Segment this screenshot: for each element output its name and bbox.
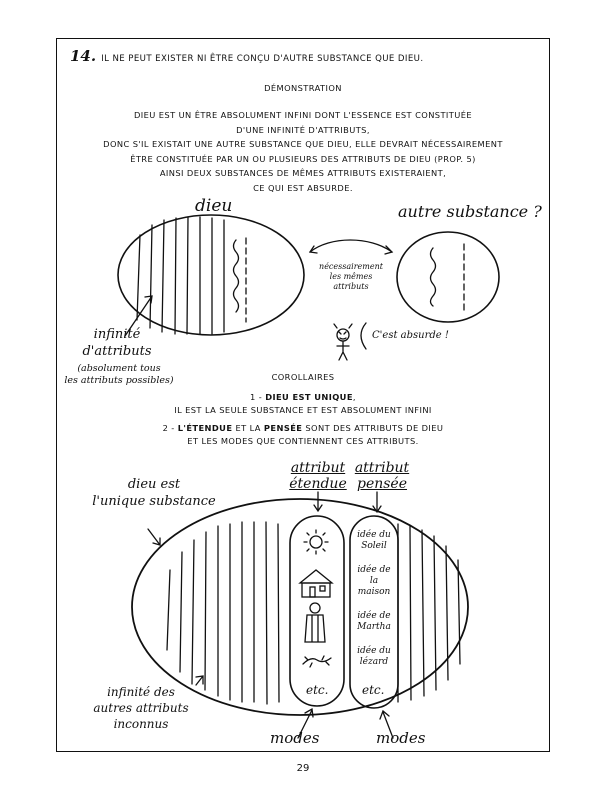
pensee-bold: PENSÉE [263, 423, 303, 433]
dieu-unique-bold: DIEU EST UNIQUE [265, 392, 353, 402]
autre-substance-ellipse [397, 232, 499, 322]
label-attribut-pensee: attribut pensée [354, 460, 410, 492]
speech-absurde: C'est absurde ! [372, 330, 449, 341]
label-autre-substance: autre substance ? [398, 202, 542, 221]
corollaire-1-line2: IL EST LA SEULE SUBSTANCE ET EST ABSOLUMENT INFINI [174, 405, 432, 415]
person-icon [305, 603, 325, 642]
demo-line: CE QUI EST ABSURDE. [253, 182, 353, 193]
label-dieu-unique-substance: dieu est l'unique substance [92, 477, 216, 509]
idea-item: idée du lézard [357, 646, 391, 667]
label-infinite-unknown: infinité des autres attributs inconnus [93, 685, 189, 731]
etendue-attribute-capsule [290, 516, 344, 706]
corollaire-2-line2: ET LES MODES QUE CONTIENNENT CES ATTRIBUTS. [187, 436, 419, 446]
demo-line: DIEU EST UN ÊTRE ABSOLUMENT INFINI DONT L'ESSENCE EST CONSTITUÉE [133, 110, 473, 120]
label-modes-left: modes [270, 729, 320, 747]
page-number: 29 [296, 763, 310, 774]
demo-line: AINSI DEUX SUBSTANCES DE MÊMES ATTRIBUTS EXISTERAIENT, [159, 168, 447, 178]
proposition-text: IL NE PEUT EXISTER NI ÊTRE CONÇU D'AUTRE SUBSTANCE QUE DIEU. [101, 54, 424, 64]
demonstration-heading: DÉMONSTRATION [264, 83, 342, 93]
arrow-label: nécessairement les mêmes attributs [319, 262, 383, 291]
idea-item: idée de la maison [357, 565, 391, 597]
demo-line: ÊTRE CONSTITUÉE PAR UN OU PLUSIEURS DES ATTRIBUTS DE DIEU (PROP. 5) [130, 153, 476, 164]
proposition-number: 14. [70, 47, 97, 65]
sun-icon [304, 530, 328, 554]
demo-line: DONC S'IL EXISTAIT UNE AUTRE SUBSTANCE QUE DIEU, ELLE DEVRAIT NÉCESSAIREMENT [103, 139, 503, 149]
idea-item: idée du Soleil [357, 530, 391, 551]
label-attribut-etendue: attribut étendue [289, 460, 347, 492]
dieu-wavy-attr [234, 240, 239, 312]
etendue-bold: L'ÉTENDUE [177, 423, 233, 433]
dieu-ellipse [118, 215, 304, 335]
label-modes-right: modes [376, 729, 426, 747]
lizard-icon [303, 656, 331, 667]
pensee-items [352, 530, 396, 668]
equivalence-arrow [310, 240, 392, 252]
label-infinite-attributes: infinité d'attributs [82, 327, 152, 359]
idea-item: idée de Martha [357, 611, 391, 632]
etc-left: etc. [306, 683, 329, 697]
corollaires-heading: COROLLAIRES [271, 372, 335, 382]
label-infinite-note: (absolument tous les attributs possibles) [64, 363, 174, 386]
etc-right: etc. [362, 683, 385, 697]
house-icon [300, 570, 332, 597]
corollaire-2: 2 - L'ÉTENDUE ET LA PENSÉE SONT DES ATTRIBUTS DE DIEU [162, 423, 444, 433]
corollaire-1: 1 - DIEU EST UNIQUE, [250, 392, 356, 402]
label-dieu: dieu [195, 196, 233, 216]
demo-line: D'UNE INFINITÉ D'ATTRIBUTS, [236, 124, 370, 135]
unique-substance-ellipse [132, 499, 468, 715]
